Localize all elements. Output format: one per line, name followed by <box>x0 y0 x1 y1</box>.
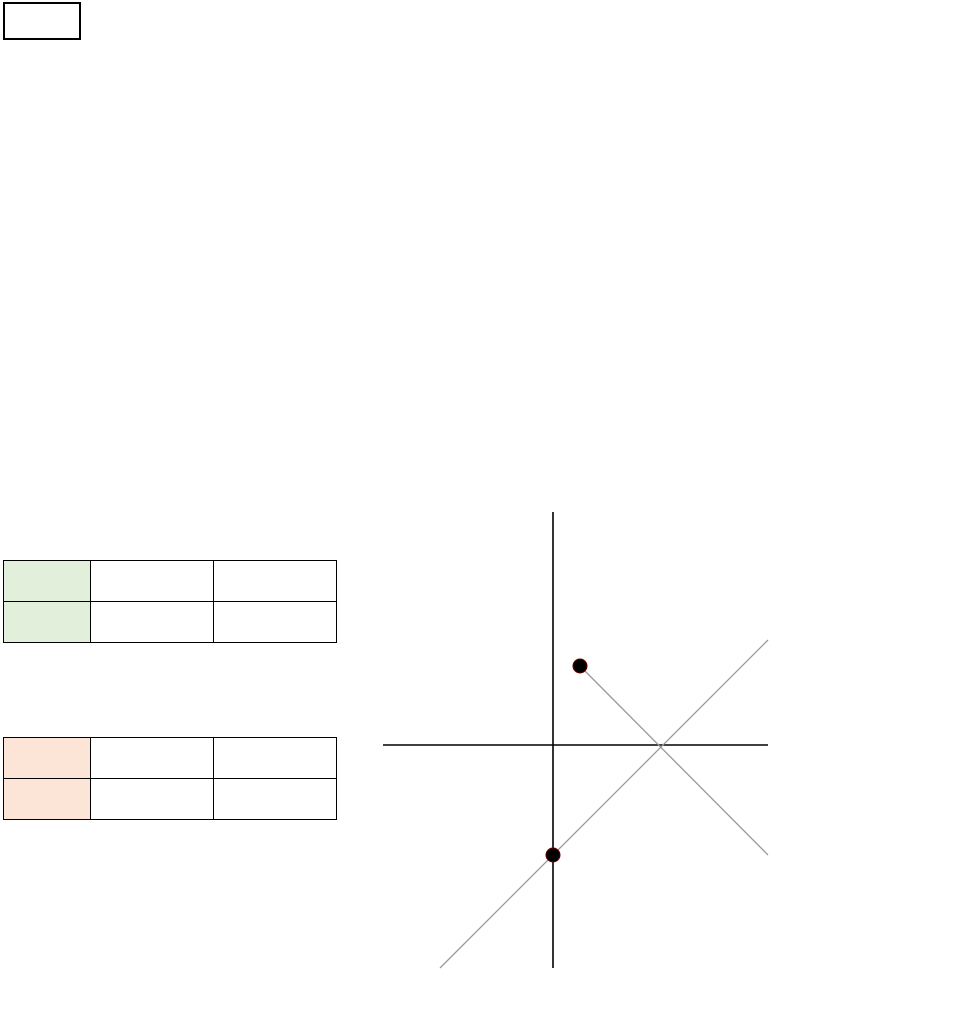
line-4-minus-x-extension <box>580 666 768 855</box>
point-c <box>546 848 560 862</box>
point-d <box>573 659 587 673</box>
line-x-minus-4-extension <box>440 640 768 968</box>
line-4-minus-x-segment <box>425 512 580 666</box>
